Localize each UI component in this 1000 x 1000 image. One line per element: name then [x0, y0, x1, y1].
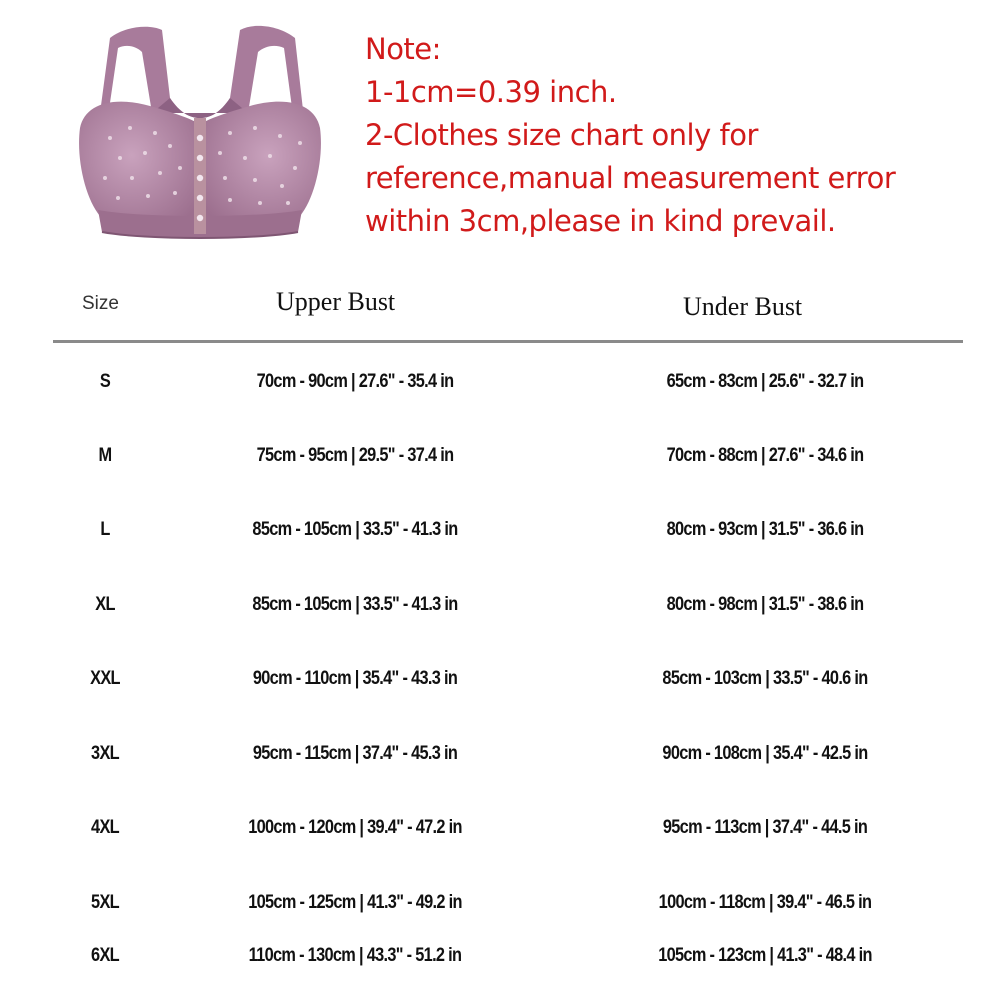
under-bust-cell: 70cm - 88cm | 27.6" - 34.6 in: [666, 445, 864, 466]
size-cell: S: [99, 371, 111, 392]
upper-bust-cell: 70cm - 90cm | 27.6" - 35.4 in: [256, 371, 454, 392]
under-bust-cell: 95cm - 113cm | 37.4" - 44.5 in: [662, 817, 868, 838]
table-row: [0, 441, 1000, 471]
under-bust-cell: 80cm - 98cm | 31.5" - 38.6 in: [666, 594, 864, 615]
upper-bust-cell: 85cm - 105cm | 33.5" - 41.3 in: [252, 594, 458, 615]
upper-bust-cell: 90cm - 110cm | 35.4" - 43.3 in: [252, 668, 458, 689]
table-row: [0, 664, 1000, 694]
upper-bust-cell: 105cm - 125cm | 41.3" - 49.2 in: [248, 892, 462, 913]
upper-bust-cell: 85cm - 105cm | 33.5" - 41.3 in: [252, 519, 458, 540]
size-cell: M: [98, 445, 112, 466]
size-cell: L: [100, 519, 110, 540]
table-row: [0, 590, 1000, 620]
table-row: [0, 515, 1000, 545]
size-cell: 5XL: [91, 892, 119, 913]
header-upper-bust: Upper Bust: [276, 287, 396, 316]
note-line: within 3cm,please in kind prevail.: [365, 204, 836, 238]
size-cell: XL: [95, 594, 115, 615]
upper-bust-cell: 95cm - 115cm | 37.4" - 45.3 in: [252, 743, 458, 764]
under-bust-cell: 100cm - 118cm | 39.4" - 46.5 in: [658, 892, 872, 913]
upper-bust-cell: 100cm - 120cm | 39.4" - 47.2 in: [248, 817, 462, 838]
under-bust-cell: 65cm - 83cm | 25.6" - 32.7 in: [666, 371, 864, 392]
under-bust-cell: 105cm - 123cm | 41.3" - 48.4 in: [658, 945, 872, 966]
under-bust-cell: 85cm - 103cm | 33.5" - 40.6 in: [662, 668, 868, 689]
table-row: [0, 367, 1000, 397]
table-row: [0, 941, 1000, 971]
size-cell: 6XL: [91, 945, 119, 966]
size-cell: 3XL: [91, 743, 119, 764]
note-line: 1-1cm=0.39 inch.: [365, 75, 617, 109]
table-row: [0, 888, 1000, 918]
under-bust-cell: 90cm - 108cm | 35.4" - 42.5 in: [662, 743, 868, 764]
size-cell: XXL: [90, 668, 120, 689]
header-size: Size: [82, 293, 119, 314]
note-line: reference,manual measurement error: [365, 161, 896, 195]
upper-bust-cell: 75cm - 95cm | 29.5" - 37.4 in: [256, 445, 454, 466]
size-cell: 4XL: [91, 817, 119, 838]
table-row: [0, 739, 1000, 769]
note-line: 2-Clothes size chart only for: [365, 118, 758, 152]
note-heading: Note:: [365, 32, 441, 66]
under-bust-cell: 80cm - 93cm | 31.5" - 36.6 in: [666, 519, 864, 540]
table-row: [0, 813, 1000, 843]
upper-bust-cell: 110cm - 130cm | 43.3" - 51.2 in: [248, 945, 462, 966]
header-under-bust: Under Bust: [683, 292, 803, 321]
